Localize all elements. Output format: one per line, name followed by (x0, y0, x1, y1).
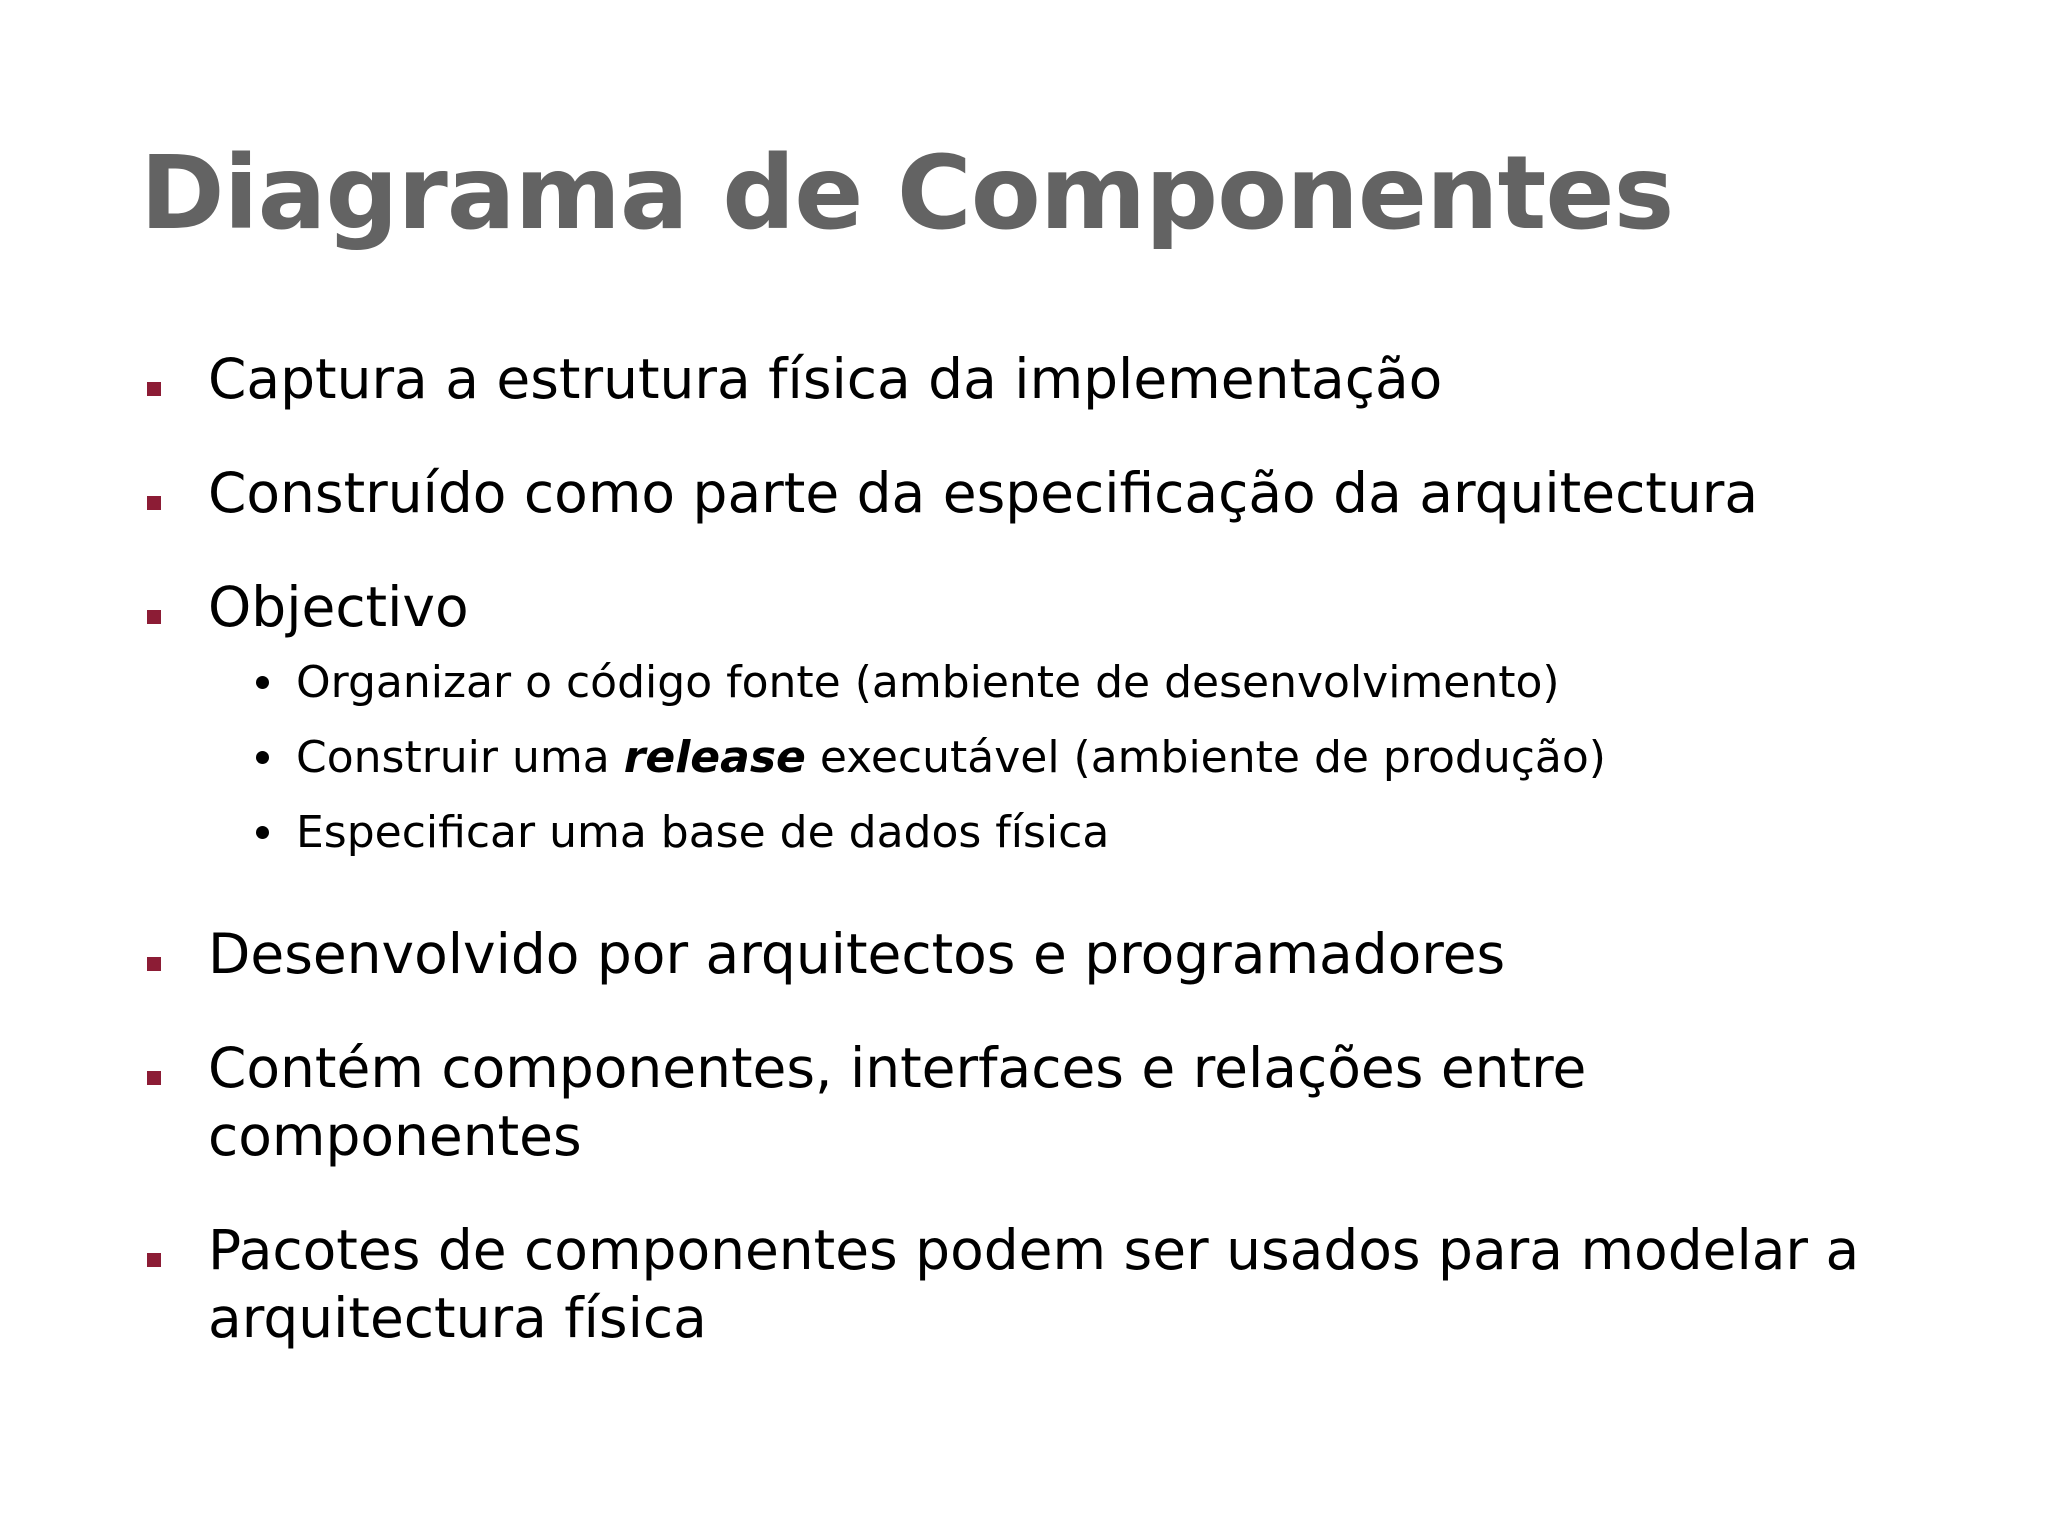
sub-bullet-emphasis: release (623, 732, 806, 783)
bullet-text: Pacotes de componentes podem ser usados para modelar a arquitectura física (208, 1218, 1860, 1350)
bullet-text: Construído como parte da especificação da arquitectura (208, 461, 1759, 525)
bullet-list (143, 345, 1943, 1398)
dot-bullet-icon (256, 751, 269, 764)
dot-bullet-icon (256, 826, 269, 839)
bullet-item (143, 920, 1943, 988)
sub-bullet-list (208, 645, 1943, 870)
sub-bullet-item (252, 720, 1943, 795)
sub-bullet-item (252, 795, 1943, 870)
square-bullet-icon (147, 496, 161, 510)
square-bullet-icon (147, 610, 161, 624)
bullet-item (143, 345, 1943, 413)
square-bullet-icon (147, 1253, 161, 1267)
bullet-text: Captura a estrutura física da implementação (208, 347, 1443, 411)
bullet-item (143, 573, 1943, 870)
square-bullet-icon (147, 957, 161, 971)
square-bullet-icon (147, 382, 161, 396)
sub-bullet-text-after: executável (ambiente de produção) (805, 732, 1606, 783)
square-bullet-icon (147, 1071, 161, 1085)
bullet-item (143, 459, 1943, 527)
sub-bullet-text: Organizar o código fonte (ambiente de desenvolvimento) (296, 657, 1560, 708)
bullet-item (143, 1034, 1943, 1170)
dot-bullet-icon (256, 676, 269, 689)
sub-bullet-text-before: Construir uma (296, 732, 624, 783)
bullet-text: Contém componentes, interfaces e relações entre componentes (208, 1036, 1587, 1168)
bullet-text: Desenvolvido por arquitectos e programadores (208, 922, 1506, 986)
sub-bullet-text: Especificar uma base de dados física (296, 807, 1110, 858)
bullet-item (143, 1216, 1943, 1352)
sub-bullet-item (252, 645, 1943, 720)
slide-title: Diagrama de Componentes (140, 134, 1674, 253)
bullet-text: Objectivo (208, 575, 469, 639)
